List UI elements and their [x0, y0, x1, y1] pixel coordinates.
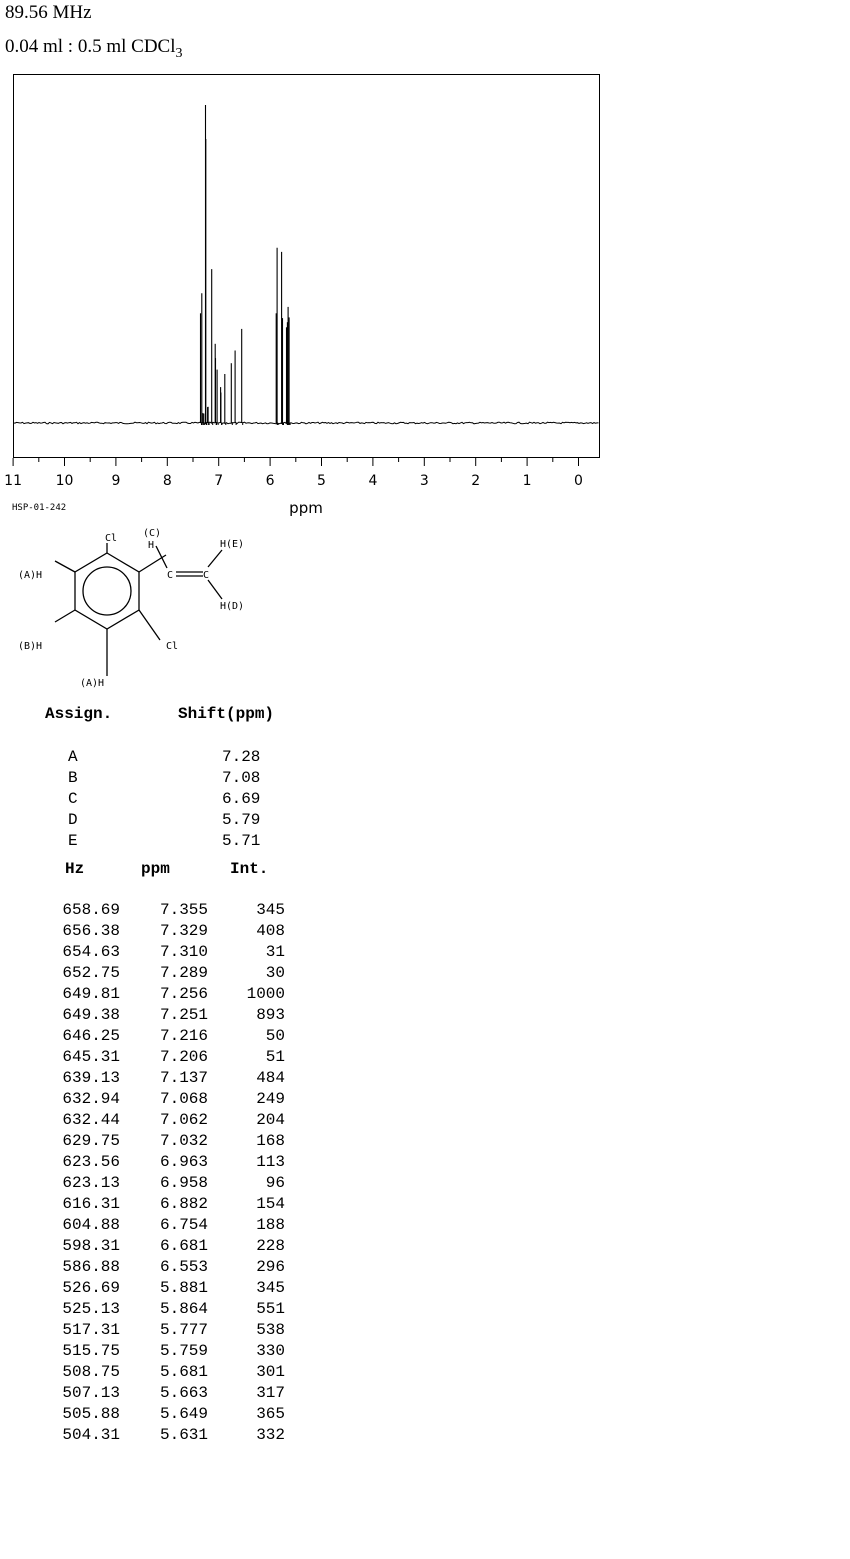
- peak-int: 50: [265, 1027, 285, 1045]
- atom-cl-top: Cl: [105, 533, 118, 544]
- peak-hz: 526.69: [62, 1279, 120, 1297]
- x-tick-label: 11: [4, 473, 23, 489]
- assignment-shift: 7.28: [222, 748, 261, 766]
- assignment-label: A: [68, 748, 78, 766]
- atom-h-a-lower: (A)H: [80, 678, 105, 689]
- peak-hz: 652.75: [62, 964, 120, 982]
- peak-int: 484: [256, 1069, 285, 1087]
- atom-h-c: H: [148, 540, 155, 551]
- peak-ppm: 7.062: [159, 1111, 208, 1129]
- peak-hz: 629.75: [62, 1132, 120, 1150]
- benzene-ring: [75, 553, 139, 629]
- peak-ppm: 6.882: [159, 1195, 208, 1213]
- peak-int: 538: [256, 1321, 285, 1339]
- x-tick-label: 7: [214, 473, 224, 489]
- peak-hz: 632.44: [62, 1111, 120, 1129]
- peak-hz: 616.31: [62, 1195, 120, 1213]
- peak-hz: 507.13: [62, 1384, 120, 1402]
- assignment-label: D: [68, 811, 78, 829]
- peak-int: 296: [256, 1258, 285, 1276]
- x-tick-label: 8: [162, 473, 172, 489]
- peak-int: 204: [256, 1111, 285, 1129]
- peak-int: 893: [256, 1006, 285, 1024]
- nmr-spectrum-chart: [0, 0, 620, 520]
- assignment-shift: 5.71: [222, 832, 261, 850]
- peak-ppm: 7.289: [159, 964, 208, 982]
- assignment-label: E: [68, 832, 78, 850]
- peak-ppm: 6.754: [159, 1216, 208, 1234]
- baseline-trace: [14, 422, 599, 424]
- assignment-label: B: [68, 769, 78, 787]
- atom-c2: C: [203, 570, 210, 581]
- peak-hz: 508.75: [62, 1363, 120, 1381]
- peak-hz: 604.88: [62, 1216, 120, 1234]
- peak-int: 408: [256, 922, 285, 940]
- peak-int: 332: [256, 1426, 285, 1444]
- peak-ppm: 5.759: [159, 1342, 208, 1360]
- peak-ppm: 7.355: [159, 901, 208, 919]
- peak-hz: 658.69: [62, 901, 120, 919]
- peak-int: 301: [256, 1363, 285, 1381]
- x-tick-label: 2: [471, 473, 481, 489]
- bond-h-d: [208, 580, 222, 599]
- peak-ppm: 7.206: [159, 1048, 208, 1066]
- peak-hz: 598.31: [62, 1237, 120, 1255]
- bond-cl-bottom: [139, 610, 160, 640]
- assignment-shift: 6.69: [222, 790, 261, 808]
- x-tick-label: 4: [368, 473, 378, 489]
- peak-ppm: 5.649: [159, 1405, 208, 1423]
- peak-ppm: 6.553: [159, 1258, 208, 1276]
- peak-int: 345: [256, 901, 285, 919]
- atom-h-b: (B)H: [18, 641, 43, 652]
- plot-frame: [14, 75, 600, 458]
- atom-c1: C: [167, 570, 174, 581]
- peak-int: 168: [256, 1132, 285, 1150]
- peak-ppm: 7.256: [159, 985, 208, 1003]
- x-tick-label: 5: [317, 473, 326, 489]
- chemical-structure: [0, 520, 300, 695]
- peak-hz: 632.94: [62, 1090, 120, 1108]
- peak-ppm: 7.251: [159, 1006, 208, 1024]
- peak-ppm: 6.958: [159, 1174, 208, 1192]
- peak-ppm: 7.216: [159, 1027, 208, 1045]
- peak-hz: 525.13: [62, 1300, 120, 1318]
- hz-header: Hz: [65, 860, 85, 878]
- peak-int: 365: [256, 1405, 285, 1423]
- peak-ppm: 5.864: [159, 1300, 208, 1318]
- peak-int: 51: [265, 1048, 285, 1066]
- peak-int: 31: [265, 943, 285, 961]
- peak-hz: 623.56: [62, 1153, 120, 1171]
- peaks-group: [201, 105, 291, 425]
- peak-ppm: 7.032: [159, 1132, 208, 1150]
- peak-int: 154: [256, 1195, 285, 1213]
- peak-int: 317: [256, 1384, 285, 1402]
- bond-h-e: [208, 550, 222, 567]
- assign-header: Assign.: [45, 705, 113, 723]
- spectrum-code: HSP-01-242: [12, 503, 67, 513]
- peak-int: 1000: [246, 985, 285, 1003]
- peak-ppm: 6.963: [159, 1153, 208, 1171]
- peak-ppm: 6.681: [159, 1237, 208, 1255]
- peak-ppm: 7.068: [159, 1090, 208, 1108]
- peak-int: 551: [256, 1300, 285, 1318]
- peak-hz: 505.88: [62, 1405, 120, 1423]
- x-tick-label: 9: [111, 473, 121, 489]
- peak-ppm: 5.881: [159, 1279, 208, 1297]
- baseline-group: [14, 422, 599, 424]
- peak-hz: 645.31: [62, 1048, 120, 1066]
- peak-ppm: 5.681: [159, 1363, 208, 1381]
- x-tick-label: 3: [419, 473, 429, 489]
- peak-hz: 639.13: [62, 1069, 120, 1087]
- peak-int: 228: [256, 1237, 285, 1255]
- assignment-label: C: [68, 790, 78, 808]
- bond-h-a-upper: [55, 561, 75, 572]
- x-axis: [4, 458, 583, 489]
- int-header: Int.: [230, 860, 269, 878]
- sample-label-main: 0.04 ml : 0.5 ml CDCl: [5, 36, 176, 57]
- peak-hz: 656.38: [62, 922, 120, 940]
- x-tick-label: 6: [265, 473, 275, 489]
- bond-c-h-c: [156, 546, 167, 568]
- peak-hz: 586.88: [62, 1258, 120, 1276]
- peak-int: 30: [265, 964, 285, 982]
- peak-int: 113: [256, 1153, 285, 1171]
- x-tick-label: 1: [522, 473, 532, 489]
- assignment-shift: 7.08: [222, 769, 261, 787]
- peak-int: 345: [256, 1279, 285, 1297]
- atom-h-e: H(E): [220, 539, 245, 550]
- peak-ppm: 5.663: [159, 1384, 208, 1402]
- peak-int: 249: [256, 1090, 285, 1108]
- peak-ppm: 7.310: [159, 943, 208, 961]
- peak-hz: 517.31: [62, 1321, 120, 1339]
- assignment-shift: 5.79: [222, 811, 261, 829]
- x-axis-label: ppm: [289, 499, 323, 517]
- peak-hz: 649.81: [62, 985, 120, 1003]
- peak-hz: 654.63: [62, 943, 120, 961]
- atom-c-label: (C): [143, 528, 162, 539]
- peak-hz: 515.75: [62, 1342, 120, 1360]
- ppm-header: ppm: [141, 860, 170, 878]
- x-tick-label: 0: [574, 473, 583, 489]
- bond-h-b: [55, 610, 75, 622]
- atom-cl-bottom: Cl: [166, 641, 179, 652]
- peak-hz: 623.13: [62, 1174, 120, 1192]
- peak-int: 330: [256, 1342, 285, 1360]
- peak-ppm: 5.777: [159, 1321, 208, 1339]
- peak-hz: 504.31: [62, 1426, 120, 1444]
- peak-ppm: 7.137: [159, 1069, 208, 1087]
- peak-int: 96: [265, 1174, 285, 1192]
- peak-hz: 649.38: [62, 1006, 120, 1024]
- aromatic-circle: [83, 567, 131, 615]
- peak-int: 188: [256, 1216, 285, 1234]
- atom-h-a-upper: (A)H: [18, 570, 43, 581]
- frequency-label: 89.56 MHz: [5, 2, 92, 23]
- peak-ppm: 7.329: [159, 922, 208, 940]
- peak-hz: 646.25: [62, 1027, 120, 1045]
- x-tick-label: 10: [55, 473, 74, 489]
- atom-h-d: H(D): [220, 601, 245, 612]
- sample-label-subscript: 3: [175, 45, 183, 61]
- shift-header: Shift(ppm): [178, 705, 275, 723]
- peak-ppm: 5.631: [159, 1426, 208, 1444]
